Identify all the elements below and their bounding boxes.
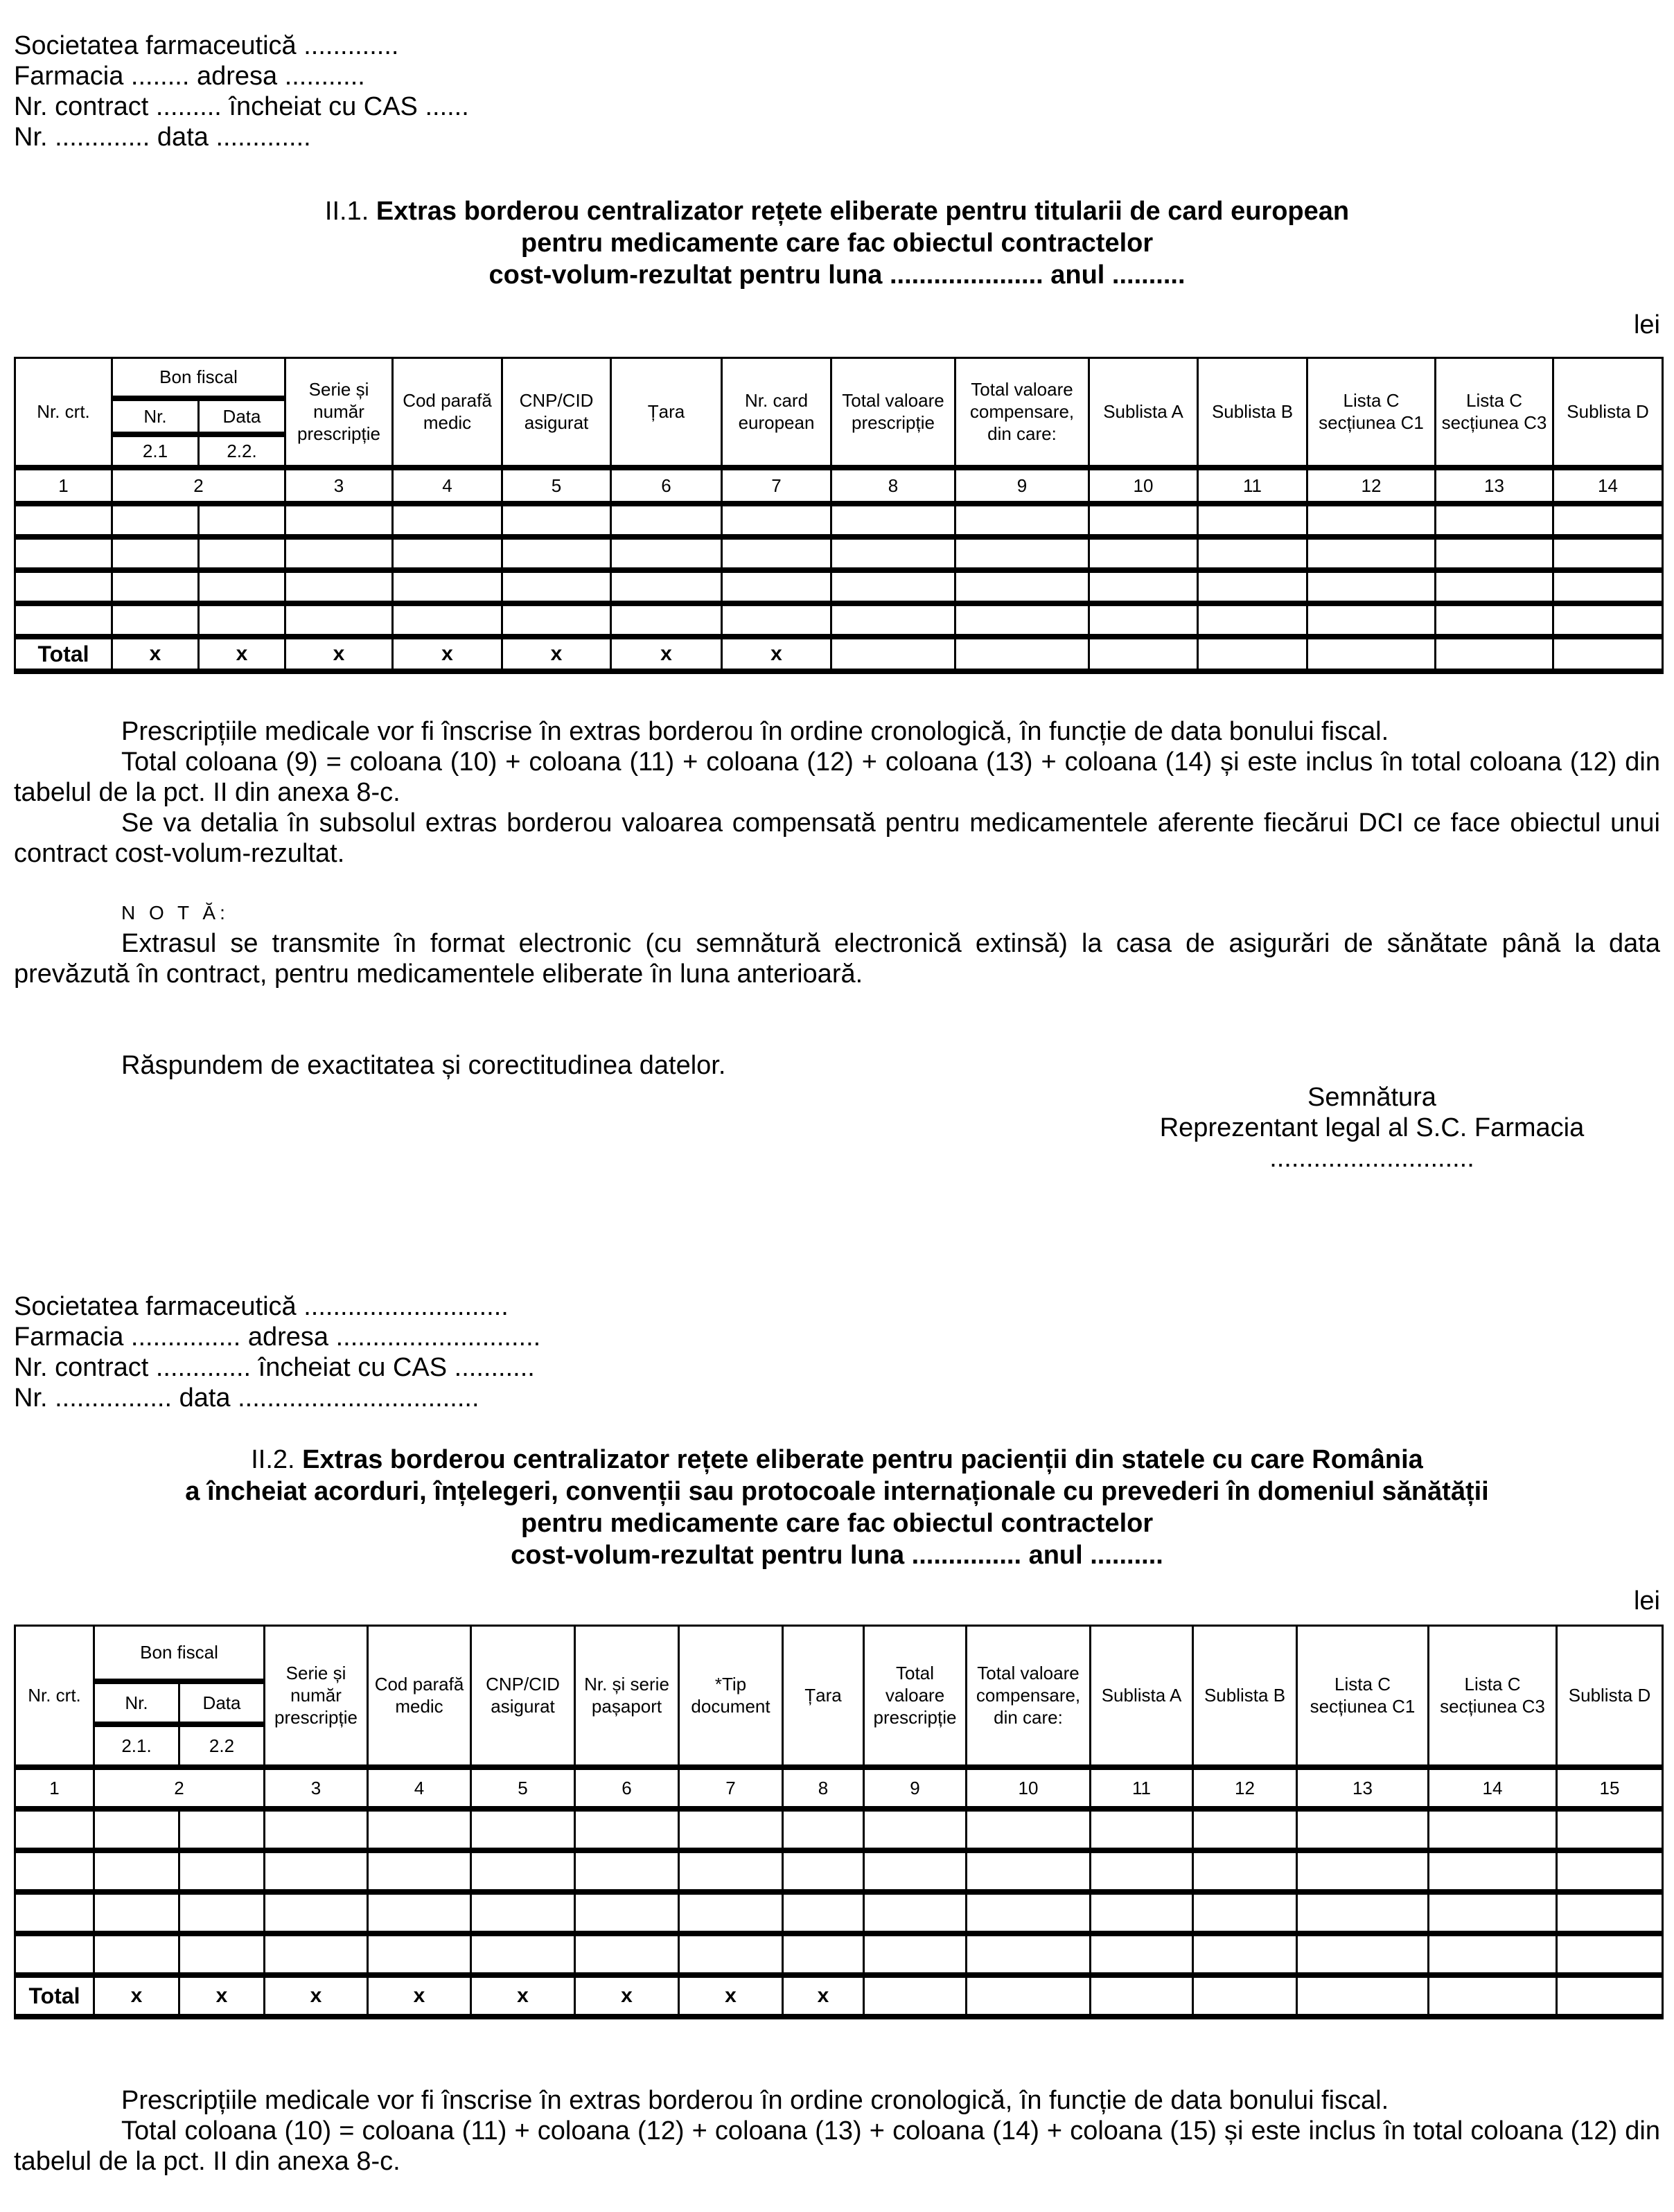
section2-currency-label: lei (1633, 1586, 1660, 1616)
column-number: 3 (265, 1767, 368, 1809)
header-bon-data-code: 2.2 (179, 1724, 265, 1767)
column-number: 6 (611, 468, 722, 504)
total-cell: x (199, 637, 285, 671)
column-number: 7 (722, 468, 831, 504)
section1-note-1: Prescripțiile medicale vor fi înscrise în extras borderou în ordine cronologică, în funcție de data bonului fiscal. (121, 717, 1389, 746)
table-cell[interactable] (611, 570, 722, 603)
table-cell[interactable] (1089, 504, 1198, 537)
header-pasaport: Nr. și serie pașaport (575, 1626, 679, 1767)
table-cell[interactable] (112, 504, 199, 537)
total-label: Total (15, 637, 112, 671)
table-cell[interactable] (199, 603, 285, 637)
table-cell[interactable] (471, 1892, 575, 1934)
header-lista-c3: Lista C secțiunea C3 (1429, 1626, 1557, 1767)
table-cell[interactable] (955, 504, 1089, 537)
table-cell[interactable] (831, 603, 955, 637)
table-cell[interactable] (1307, 603, 1436, 637)
table-cell[interactable] (831, 537, 955, 570)
contract-line: Nr. contract ......... încheiat cu CAS ...... (14, 92, 469, 121)
table-row (15, 1892, 1663, 1934)
header-cnp: CNP/CID asigurat (502, 358, 611, 468)
table-cell[interactable] (471, 1850, 575, 1892)
column-number: 2 (112, 468, 285, 504)
section1-title-prefix: II.1. (324, 197, 369, 226)
table-cell[interactable] (199, 504, 285, 537)
header-sublista-a: Sublista A (1089, 358, 1198, 468)
table-cell[interactable] (1429, 1892, 1557, 1934)
column-number: 1 (15, 468, 112, 504)
nota-label: N O T Ă: (121, 902, 229, 923)
table-cell[interactable] (1089, 570, 1198, 603)
column-number: 1 (15, 1767, 94, 1809)
table-cell[interactable] (265, 1809, 368, 1850)
column-number: 15 (1557, 1767, 1663, 1809)
header-sublista-b: Sublista B (1198, 358, 1307, 468)
table-cell[interactable] (1557, 1892, 1663, 1934)
table-cell[interactable] (1436, 504, 1553, 537)
total-cell: x (611, 637, 722, 671)
table-cell[interactable] (783, 1934, 864, 1975)
table-cell[interactable] (285, 603, 393, 637)
total-cell: x (783, 1975, 864, 2017)
signature-role: Reprezentant legal al S.C. Farmacia (1159, 1113, 1585, 1142)
section2-title-line: cost-volum-rezultat pentru luna ............... anul .......... (511, 1541, 1163, 1570)
section1-currency-label: lei (1633, 310, 1660, 339)
table-cell[interactable] (179, 1809, 265, 1850)
nota-text: Extrasul se transmite în format electronic (cu semnătură electronică extinsă) la casa de asigurări de sănătate până la data prevăzută în contract, pentru medicamentele eliberate în luna anterioară. (14, 929, 1660, 989)
table-cell[interactable] (94, 1850, 179, 1892)
table-cell[interactable] (112, 603, 199, 637)
table-cell[interactable] (1297, 1892, 1429, 1934)
column-number: 12 (1307, 468, 1436, 504)
header-total-compensare: Total valoare compensare, din care: (955, 358, 1089, 468)
table-cell[interactable] (393, 603, 502, 637)
table-cell[interactable] (967, 1934, 1091, 1975)
pharmacy-address-line: Farmacia ............... adresa ............................ (14, 1322, 541, 1352)
column-number: 6 (575, 1767, 679, 1809)
table-cell[interactable] (679, 1892, 783, 1934)
table-cell[interactable] (199, 570, 285, 603)
table-cell[interactable] (393, 504, 502, 537)
header-bon-fiscal: Bon fiscal (112, 358, 285, 398)
table-cell[interactable] (575, 1892, 679, 1934)
header-tara: Țara (611, 358, 722, 468)
table-cell[interactable] (679, 1850, 783, 1892)
total-cell: x (368, 1975, 471, 2017)
table-cell[interactable] (1091, 1809, 1193, 1850)
total-cell[interactable] (1436, 637, 1553, 671)
header-cod-parafa: Cod parafă medic (393, 358, 502, 468)
header-tip-document: *Tip document (679, 1626, 783, 1767)
table-cell[interactable] (864, 1809, 967, 1850)
table-cell[interactable] (502, 537, 611, 570)
table-cell[interactable] (368, 1809, 471, 1850)
total-cell: x (471, 1975, 575, 2017)
table-cell[interactable] (15, 570, 112, 603)
column-number: 14 (1553, 468, 1663, 504)
section2-title-line: a încheiat acorduri, înțelegeri, convenții sau protocoale internaționale cu prevederi în domeniul sănătății (185, 1477, 1489, 1506)
table-cell[interactable] (1193, 1809, 1297, 1850)
total-cell[interactable] (1557, 1975, 1663, 2017)
table-cell[interactable] (575, 1850, 679, 1892)
total-cell[interactable] (864, 1975, 967, 2017)
table-cell[interactable] (393, 570, 502, 603)
table-cell[interactable] (611, 537, 722, 570)
table-cell[interactable] (1089, 603, 1198, 637)
table-cell[interactable] (1557, 1850, 1663, 1892)
header-sublista-d: Sublista D (1553, 358, 1663, 468)
table-cell[interactable] (722, 537, 831, 570)
total-cell: x (575, 1975, 679, 2017)
total-cell: x (393, 637, 502, 671)
column-number: 8 (831, 468, 955, 504)
header-serie: Serie și număr prescripție (265, 1626, 368, 1767)
table-cell[interactable] (393, 537, 502, 570)
table-cell[interactable] (864, 1850, 967, 1892)
section2-note-1: Prescripțiile medicale vor fi înscrise în extras borderou în ordine cronologică, în funcție de data bonului fiscal. (121, 2086, 1389, 2115)
section1-title-line: pentru medicamente care fac obiectul contractelor (520, 229, 1154, 258)
header-bon-fiscal: Bon fiscal (94, 1626, 265, 1681)
table-cell[interactable] (611, 603, 722, 637)
total-cell[interactable] (1297, 1975, 1429, 2017)
table-cell[interactable] (722, 570, 831, 603)
header-bon-data: Data (199, 398, 285, 434)
section1-title (0, 195, 1674, 291)
table-cell[interactable] (285, 504, 393, 537)
table-cell[interactable] (199, 537, 285, 570)
table-cell[interactable] (1553, 504, 1663, 537)
table-cell[interactable] (285, 570, 393, 603)
table-cell[interactable] (368, 1850, 471, 1892)
total-cell[interactable] (1193, 1975, 1297, 2017)
table-cell[interactable] (1198, 603, 1307, 637)
header-sublista-d: Sublista D (1557, 1626, 1663, 1767)
column-number: 8 (783, 1767, 864, 1809)
total-cell: x (679, 1975, 783, 2017)
signature-label: Semnătura (1307, 1083, 1436, 1112)
table-cell[interactable] (368, 1892, 471, 1934)
section2-header-block (14, 1291, 540, 1413)
header-total-valoare: Total valoare prescripție (831, 358, 955, 468)
table-cell[interactable] (368, 1934, 471, 1975)
section2-title-line: pentru medicamente care fac obiectul contractelor (520, 1509, 1154, 1538)
table-cell[interactable] (285, 537, 393, 570)
number-date-line: Nr. ................ data ................................. (14, 1383, 479, 1413)
total-label: Total (15, 1975, 94, 2017)
table-cell[interactable] (783, 1892, 864, 1934)
table-row (15, 504, 1663, 537)
table-cell[interactable] (15, 1809, 94, 1850)
table-cell[interactable] (1553, 570, 1663, 603)
table-cell[interactable] (1429, 1809, 1557, 1850)
header-cod-parafa: Cod parafă medic (368, 1626, 471, 1767)
table-cell[interactable] (502, 504, 611, 537)
table-cell[interactable] (783, 1809, 864, 1850)
table-cell[interactable] (1193, 1892, 1297, 1934)
table-cell[interactable] (265, 1850, 368, 1892)
header-bon-data-code: 2.2. (199, 434, 285, 468)
table-cell[interactable] (1553, 603, 1663, 637)
total-cell: x (285, 637, 393, 671)
column-number: 3 (285, 468, 393, 504)
table-row (15, 603, 1663, 637)
table-cell[interactable] (94, 1892, 179, 1934)
total-cell[interactable] (1553, 637, 1663, 671)
total-cell[interactable] (955, 637, 1089, 671)
table-row (15, 1850, 1663, 1892)
header-lista-c3: Lista C secțiunea C3 (1436, 358, 1553, 468)
total-cell[interactable] (1198, 637, 1307, 671)
column-number: 2 (94, 1767, 265, 1809)
column-number: 5 (502, 468, 611, 504)
section2-table (14, 1625, 1664, 2019)
header-lista-c1: Lista C secțiunea C1 (1307, 358, 1436, 468)
column-number: 9 (864, 1767, 967, 1809)
table-cell[interactable] (967, 1809, 1091, 1850)
table-cell[interactable] (1436, 603, 1553, 637)
total-cell[interactable] (967, 1975, 1091, 2017)
table-cell[interactable] (1198, 537, 1307, 570)
responsibility-statement: Răspundem de exactitatea și corectitudinea datelor. (121, 1051, 726, 1080)
table-cell[interactable] (722, 603, 831, 637)
table-cell[interactable] (679, 1934, 783, 1975)
table-cell[interactable] (955, 570, 1089, 603)
table-cell[interactable] (112, 570, 199, 603)
table-cell[interactable] (1436, 537, 1553, 570)
number-date-line: Nr. ............. data ............. (14, 123, 311, 152)
header-cnp: CNP/CID asigurat (471, 1626, 575, 1767)
header-tara: Țara (783, 1626, 864, 1767)
table-cell[interactable] (471, 1934, 575, 1975)
section1-title-line: Extras borderou centralizator rețete eliberate pentru titularii de card european (376, 197, 1350, 226)
header-bon-data: Data (179, 1681, 265, 1724)
pharma-company-line: Societatea farmaceutică ............. (14, 31, 399, 60)
column-number: 10 (967, 1767, 1091, 1809)
table-cell[interactable] (1193, 1850, 1297, 1892)
table-cell[interactable] (1297, 1850, 1429, 1892)
total-cell: x (179, 1975, 265, 2017)
table-row (15, 1934, 1663, 1975)
table-cell[interactable] (955, 603, 1089, 637)
total-cell[interactable] (831, 637, 955, 671)
table-cell[interactable] (1429, 1850, 1557, 1892)
header-serie: Serie și număr prescripție (285, 358, 393, 468)
total-row (15, 637, 1663, 671)
table-cell[interactable] (967, 1892, 1091, 1934)
header-total-valoare: Total valoare prescripție (864, 1626, 967, 1767)
table-cell[interactable] (831, 504, 955, 537)
table-cell[interactable] (502, 570, 611, 603)
column-number: 11 (1091, 1767, 1193, 1809)
table-cell[interactable] (94, 1934, 179, 1975)
table-cell[interactable] (722, 504, 831, 537)
table-cell[interactable] (783, 1850, 864, 1892)
section1-title-line: cost-volum-rezultat pentru luna ..................... anul .......... (488, 260, 1186, 290)
table-cell[interactable] (15, 537, 112, 570)
column-number: 5 (471, 1767, 575, 1809)
column-number: 13 (1297, 1767, 1429, 1809)
column-number: 10 (1089, 468, 1198, 504)
table-cell[interactable] (1193, 1934, 1297, 1975)
table-cell[interactable] (1297, 1934, 1429, 1975)
table-cell[interactable] (864, 1934, 967, 1975)
table-cell[interactable] (1089, 537, 1198, 570)
table-cell[interactable] (471, 1809, 575, 1850)
table-cell[interactable] (265, 1892, 368, 1934)
table-cell[interactable] (15, 603, 112, 637)
total-cell[interactable] (1089, 637, 1198, 671)
table-cell[interactable] (575, 1809, 679, 1850)
table-cell[interactable] (679, 1809, 783, 1850)
total-cell[interactable] (1429, 1975, 1557, 2017)
table-cell[interactable] (179, 1850, 265, 1892)
table-cell[interactable] (1307, 504, 1436, 537)
column-number: 7 (679, 1767, 783, 1809)
contract-line: Nr. contract ............. încheiat cu CAS ........... (14, 1353, 535, 1382)
header-sublista-a: Sublista A (1091, 1626, 1193, 1767)
section1-header-block (14, 30, 469, 152)
total-cell: x (94, 1975, 179, 2017)
table-cell[interactable] (1297, 1809, 1429, 1850)
total-cell[interactable] (1091, 1975, 1193, 2017)
table-cell[interactable] (94, 1809, 179, 1850)
total-row (15, 1975, 1663, 2017)
table-cell[interactable] (575, 1934, 679, 1975)
table-cell[interactable] (15, 1850, 94, 1892)
table-cell[interactable] (864, 1892, 967, 1934)
section2-note-2: Total coloana (10) = coloana (11) + coloana (12) + coloana (13) + coloana (14) + coloana (15) și este inclus în total coloana (12) din tabelul de la pct. II din anexa 8-c. (14, 2116, 1660, 2176)
section2-title (0, 1444, 1674, 1571)
header-total-compensare: Total valoare compensare, din care: (967, 1626, 1091, 1767)
header-bon-nr: Nr. (112, 398, 199, 434)
header-sublista-b: Sublista B (1193, 1626, 1297, 1767)
column-number: 11 (1198, 468, 1307, 504)
table-cell[interactable] (1198, 504, 1307, 537)
table-cell[interactable] (1557, 1934, 1663, 1975)
table-cell[interactable] (1553, 537, 1663, 570)
section2-title-line: Extras borderou centralizator rețete eliberate pentru pacienții din statele cu care România (302, 1445, 1423, 1474)
table-cell[interactable] (1091, 1892, 1193, 1934)
total-cell: x (265, 1975, 368, 2017)
section2-title-prefix: II.2. (251, 1445, 295, 1474)
table-cell[interactable] (179, 1892, 265, 1934)
table-cell[interactable] (831, 570, 955, 603)
table-cell[interactable] (1436, 570, 1553, 603)
table-cell[interactable] (112, 537, 199, 570)
header-nr-card: Nr. card european (722, 358, 831, 468)
header-bon-nr-code: 2.1 (112, 434, 199, 468)
table-cell[interactable] (1198, 570, 1307, 603)
column-number: 14 (1429, 1767, 1557, 1809)
column-number: 12 (1193, 1767, 1297, 1809)
table-cell[interactable] (502, 603, 611, 637)
signature-line[interactable]: ............................ (1269, 1144, 1474, 1173)
total-cell: x (722, 637, 831, 671)
column-number: 4 (368, 1767, 471, 1809)
table-cell[interactable] (1429, 1934, 1557, 1975)
signature-block (1122, 1082, 1621, 1174)
section1-note-3: Se va detalia în subsolul extras borderou valoarea compensată pentru medicamentele aferente fiecărui DCI ce face obiectul unui contract cost-volum-rezultat. (14, 808, 1660, 868)
pharmacy-address-line: Farmacia ........ adresa ........... (14, 62, 365, 91)
table-cell[interactable] (967, 1850, 1091, 1892)
column-number: 9 (955, 468, 1089, 504)
header-nr-crt: Nr. crt. (15, 358, 112, 468)
header-lista-c1: Lista C secțiunea C1 (1297, 1626, 1429, 1767)
header-nr-crt: Nr. crt. (15, 1626, 94, 1767)
table-cell[interactable] (1307, 537, 1436, 570)
table-row (15, 537, 1663, 570)
total-cell: x (112, 637, 199, 671)
table-cell[interactable] (179, 1934, 265, 1975)
table-cell[interactable] (955, 537, 1089, 570)
total-cell[interactable] (1307, 637, 1436, 671)
table-cell[interactable] (265, 1934, 368, 1975)
table-cell[interactable] (1557, 1809, 1663, 1850)
table-row (15, 1809, 1663, 1850)
table-cell[interactable] (1091, 1934, 1193, 1975)
table-cell[interactable] (15, 1892, 94, 1934)
column-number: 13 (1436, 468, 1553, 504)
section1-note-2: Total coloana (9) = coloana (10) + coloana (11) + coloana (12) + coloana (13) + coloana (14) și este inclus în total coloana (12) din tabelul de la pct. II din anexa 8-c. (14, 747, 1660, 807)
table-row (15, 570, 1663, 603)
table-cell[interactable] (1091, 1850, 1193, 1892)
table-cell[interactable] (611, 504, 722, 537)
table-cell[interactable] (15, 504, 112, 537)
column-number: 4 (393, 468, 502, 504)
header-bon-nr: Nr. (94, 1681, 179, 1724)
total-cell: x (502, 637, 611, 671)
pharma-company-line: Societatea farmaceutică ............................ (14, 1292, 509, 1321)
header-bon-nr-code: 2.1. (94, 1724, 179, 1767)
section1-table (14, 357, 1664, 674)
table-cell[interactable] (15, 1934, 94, 1975)
table-cell[interactable] (1307, 570, 1436, 603)
